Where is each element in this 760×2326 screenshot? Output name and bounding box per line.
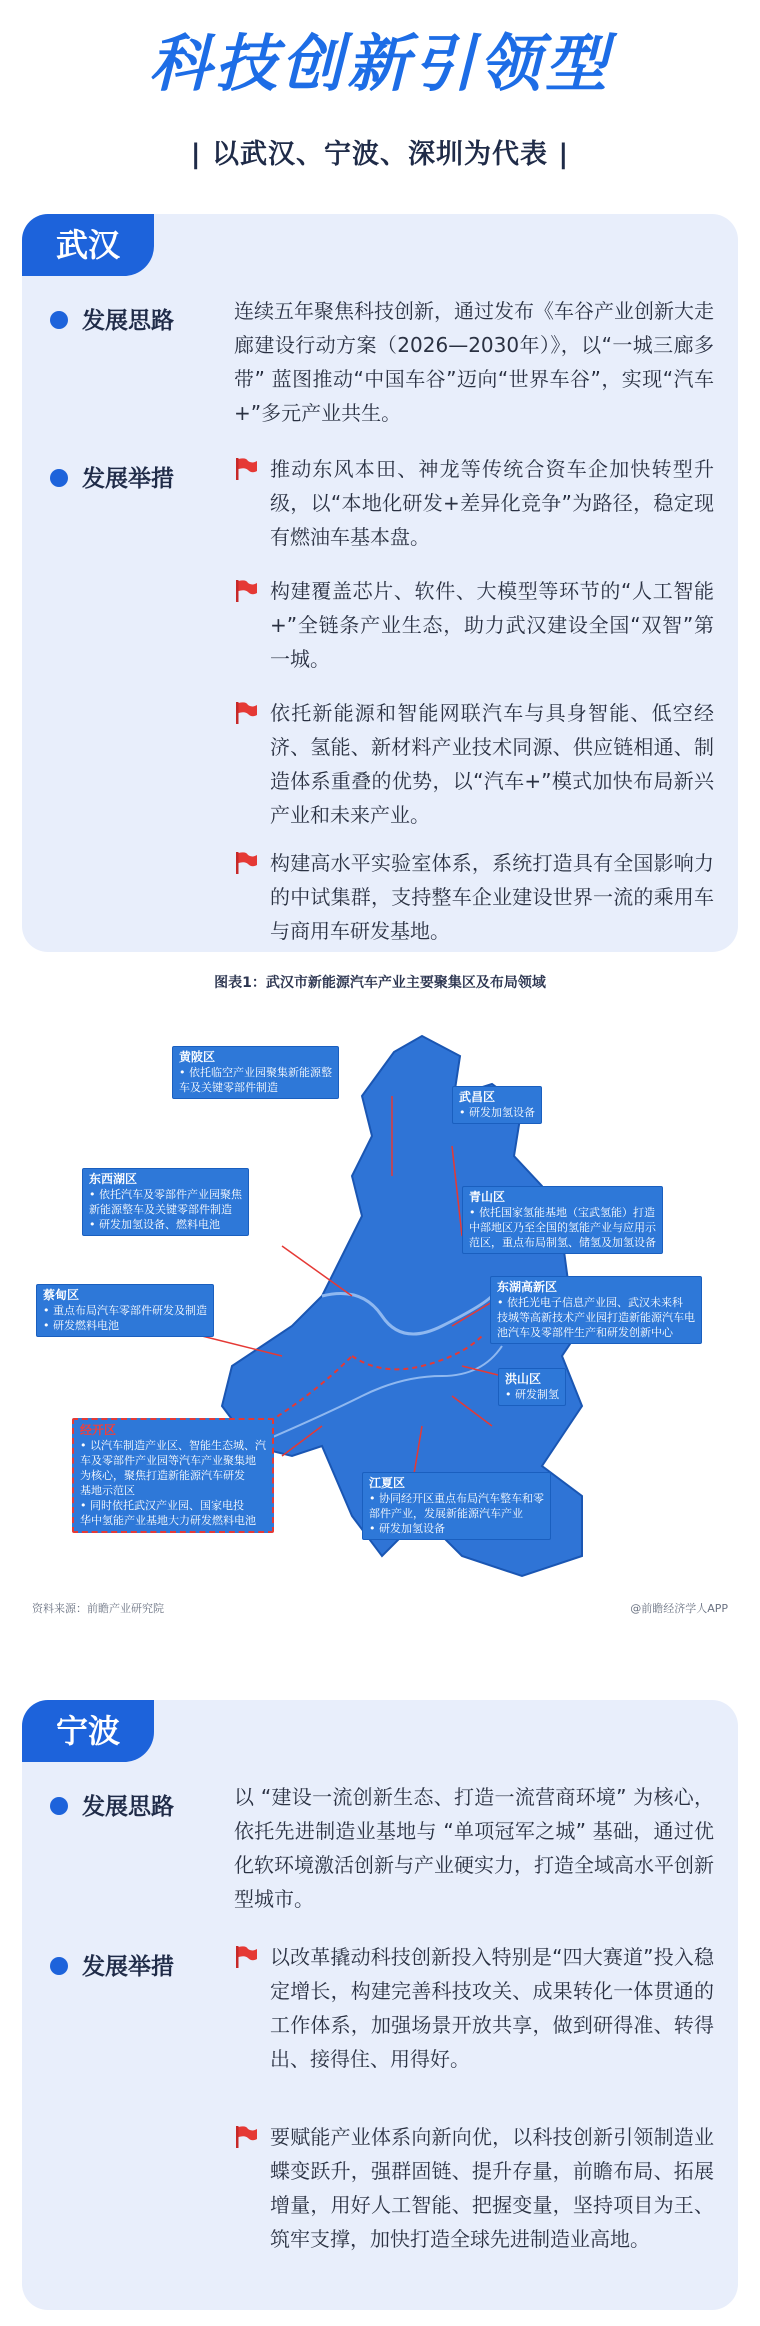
red-flag-icon: [234, 702, 258, 724]
page-subtitle: | 以武汉、宁波、深圳为代表 |: [190, 139, 570, 170]
idea-label-text: 发展思路: [82, 308, 174, 334]
measures-label: [50, 460, 174, 493]
district-huangpi: 黄陂区 • 依托临空产业园聚集新能源整 车及关键零部件制造: [172, 1046, 339, 1099]
measure-text: 要赋能产业体系向新向优，以科技创新引领制造业蝶变跃升，强群固链、提升存量，前瞻布局、拓展增量，用好人工智能、把握变量，坚持项目为王、筑牢支撑，加快打造全球先进制造业高地。: [270, 2125, 714, 2251]
city-tag-ningbo: 宁波: [22, 1700, 154, 1762]
idea-label: [50, 302, 174, 335]
measure-text: 依托新能源和智能网联汽车与具身智能、低空经济、氢能、新材料产业技术同源、供应链相通、制造体系重叠的优势，以“汽车+”模式加快布局新兴产业和未来产业。: [270, 701, 714, 827]
red-flag-icon: [234, 1946, 258, 1968]
measure-text: 推动东风本田、神龙等传统合资车企加快转型升级，以“本地化研发+差异化竞争”为路径，稳定现有燃油车基本盘。: [270, 457, 714, 549]
measures-label: [50, 1948, 174, 1981]
measures-label-text: 发展举措: [82, 1954, 174, 1980]
map-source: 资料来源：前瞻产业研究院: [32, 1602, 164, 1615]
district-caidian: 蔡甸区 • 重点布局汽车零部件研发及制造 • 研发燃料电池: [36, 1284, 214, 1337]
district-hongshan: 洪山区 • 研发制氢: [498, 1368, 566, 1406]
district-jingkai: 经开区 • 以汽车制造产业区、智能生态城、汽 车及零部件产业园等汽车产业聚集地 为核心，聚焦打造新能源汽车研发 基地示范区 • 同时依托武汉产业园、国家电投 华中氢能产业基地大力研发燃料电池: [72, 1418, 274, 1533]
red-flag-icon: [234, 2126, 258, 2148]
page-title: 科技创新引领型: [148, 27, 611, 100]
bullet-dot-icon: [50, 1957, 68, 1975]
district-donghu: 东湖高新区 • 依托光电子信息产业园、武汉未来科 技城等高新技术产业园打造新能源汽车电 池汽车及零部件生产和研发创新中心: [490, 1276, 702, 1344]
idea-label-text: 发展思路: [82, 1794, 174, 1820]
idea-text: 连续五年聚焦科技创新，通过发布《车谷产业创新大走廊建设行动方案（2026—2030年）》，以“一城三廊多带” 蓝图推动“中国车谷”迈向“世界车谷”，实现“汽车+”多元产业共生。: [234, 299, 714, 425]
bullet-dot-icon: [50, 469, 68, 487]
district-jiangxia: 江夏区 • 协同经开区重点布局汽车整车和零 部件产业，发展新能源汽车产业 • 研发加氢设备: [362, 1472, 551, 1540]
red-flag-icon: [234, 458, 258, 480]
measure-text: 构建覆盖芯片、软件、大模型等环节的“人工智能+”全链条产业生态，助力武汉建设全国“双智”第一城。: [270, 579, 714, 671]
ningbo-card: [22, 1700, 738, 2310]
city-tag-wuhan: 武汉: [22, 214, 154, 276]
map-title: 图表1：武汉市新能源汽车产业主要聚集区及布局领域: [214, 975, 546, 991]
bullet-dot-icon: [50, 311, 68, 329]
idea-text: 以 “建设一流创新生态、打造一流营商环境” 为核心，依托先进制造业基地与 “单项冠军之城” 基础，通过优化软环境激活创新与产业硬实力，打造全域高水平创新型城市。: [234, 1785, 714, 1911]
measure-text: 以改革撬动科技创新投入特别是“四大赛道”投入稳定增长，构建完善科技攻关、成果转化一体贯通的工作体系，加强场景开放共享，做到研得准、转得出、接得住、用得好。: [270, 1945, 714, 2071]
district-dongxihu: 东西湖区 • 依托汽车及零部件产业园聚焦 新能源整车及关键零部件制造 • 研发加氢设备、燃料电池: [82, 1168, 249, 1236]
red-flag-icon: [234, 852, 258, 874]
bullet-dot-icon: [50, 1797, 68, 1815]
map-copyright: @前瞻经济学人APP: [630, 1602, 728, 1615]
district-wuchang: 武昌区 • 研发加氢设备: [452, 1086, 542, 1124]
district-qingshan: 青山区 • 依托国家氢能基地（宝武氢能）打造 中部地区乃至全国的氢能产业与应用示 范区，重点布局制氢、储氢及加氢设备: [462, 1186, 663, 1254]
red-flag-icon: [234, 580, 258, 602]
measure-text: 构建高水平实验室体系，系统打造具有全国影响力的中试集群，支持整车企业建设世界一流的乘用车与商用车研发基地。: [270, 851, 714, 943]
idea-label: [50, 1788, 174, 1821]
map-figure: [22, 972, 738, 1632]
wuhan-card: [22, 214, 738, 952]
measures-label-text: 发展举措: [82, 466, 174, 492]
